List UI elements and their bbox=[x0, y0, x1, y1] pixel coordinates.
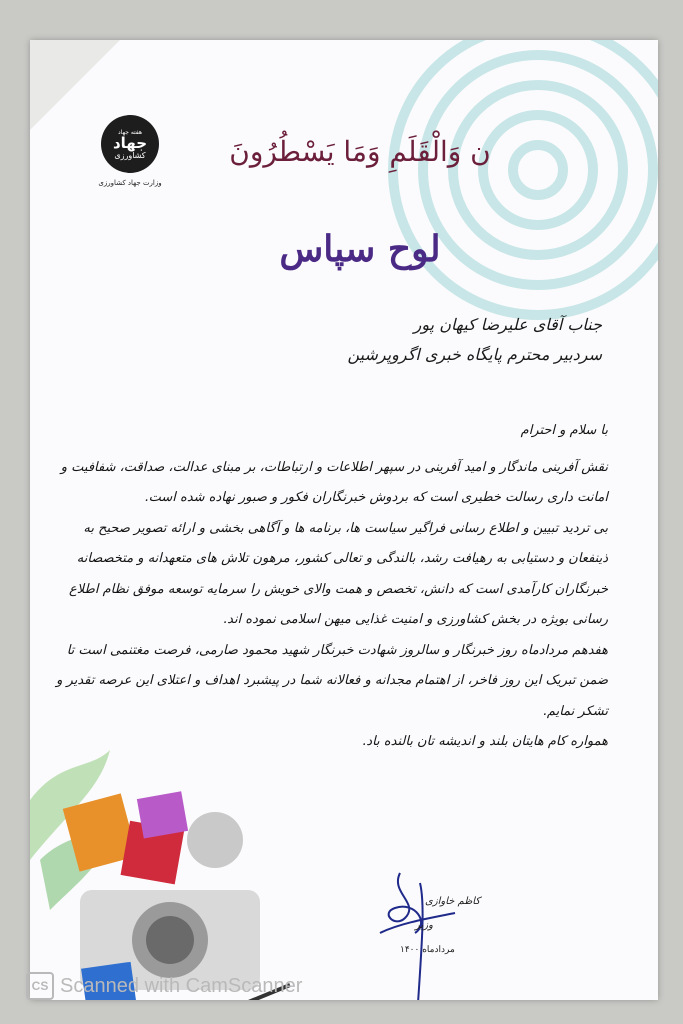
paragraph: نقش آفرینی ماندگار و امید آفرینی در سپهر اطلاعات و ارتباطات، بر مبنای عدالت، صداقت، شفافیت و امانت داری رسالت خطیری است که بردوش خبرنگاران فکور و صبور نهاده شده است. bbox=[60, 459, 608, 505]
salutation: با سلام و احترام bbox=[520, 423, 608, 438]
jahad-emblem bbox=[101, 115, 159, 173]
signature-date: مردادماه ۱۴۰۰ bbox=[400, 945, 455, 955]
certificate-paper bbox=[30, 40, 658, 1000]
letter-body bbox=[48, 416, 608, 758]
quran-verse: ن وَالْقَلَمِ وَمَا يَسْطُرُونَ bbox=[229, 135, 491, 168]
signer-role: وزیر bbox=[415, 920, 433, 931]
handwritten-signature bbox=[360, 863, 480, 1000]
signer-name: کاظم خاوازی bbox=[425, 896, 481, 907]
paragraph: بی تردید تبیین و اطلاع رسانی فراگیر سیاست ها، برنامه ها و آگاهی بخشی و ارائه تصویر صحیح به ذینفعان و دستیابی به رهیافت رشد، بالندگی و تعالی کشور، مرهون تلاش های متعهدانه و متخصصانه خبرنگاران کارآمدی است که دانش، تخصص و همت والای خویش را سرمایه توسعه موفق نظام اطلاع رسانی بویژه در بخش کشاورزی و امنیت غذایی میهن اسلامی نموده اند. bbox=[68, 520, 608, 627]
camscanner-logo-icon: CS bbox=[26, 972, 54, 1000]
paragraph: همواره کام هایتان بلند و اندیشه تان بالنده باد. bbox=[362, 734, 608, 749]
emblem-main-text: جهاد bbox=[112, 133, 148, 152]
recipient-name: جناب آقای علیرضا کیهان پور bbox=[413, 315, 602, 334]
watermark-text: Scanned with CamScanner bbox=[60, 974, 303, 997]
camscanner-watermark bbox=[26, 972, 302, 1000]
emblem-top-text: هفته جهاد bbox=[117, 128, 143, 136]
certificate-title: لوح سپاس bbox=[279, 228, 441, 270]
ministry-name: وزارت جهاد کشاورزی bbox=[98, 179, 162, 187]
recipient-block bbox=[182, 310, 602, 370]
emblem-sub-text: کشاورزی bbox=[114, 150, 146, 160]
ministry-logo bbox=[90, 115, 170, 187]
paragraph: هفدهم مردادماه روز خبرنگار و سالروز شهادت خبرنگار شهید محمود صارمی، فرصت مغتنمی است تا ضمن تبریک این روز فاخر، از اهتمام مجدانه و فعالانه شما در پیشبرد اهداف و اعتلای این عرصه تقدیر و تشکر نمایم. bbox=[56, 642, 608, 719]
media-collage-illustration bbox=[30, 740, 303, 1000]
decorative-swirl bbox=[368, 40, 658, 340]
recipient-position: سردبیر محترم پایگاه خبری اگروپرشین bbox=[347, 345, 602, 364]
